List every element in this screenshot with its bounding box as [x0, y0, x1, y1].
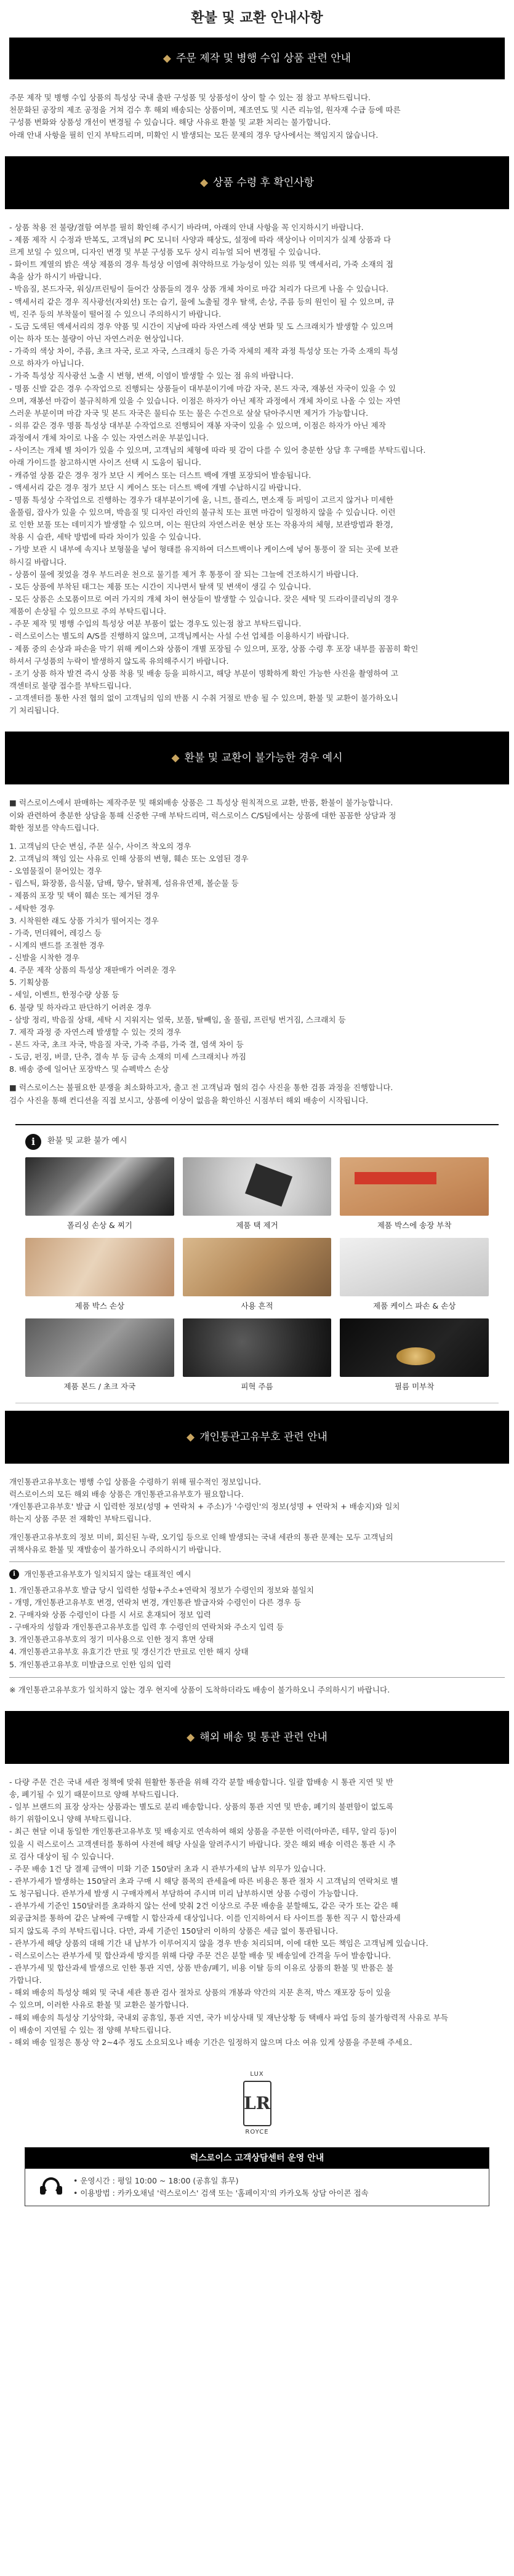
overseas-notice-item: - 럭스로이스는 관부가세 및 합산과세 방지를 위해 다량 주문 건은 분할 배송 및 배송일에 간격을 두어 발송합니다. — [9, 1950, 392, 1960]
no-refund-item: 4. 주문 제작 상품의 특성상 재판매가 어려운 경우 — [9, 965, 177, 975]
section-banner-no-refund: ◆ 환불 및 교환이 불가능한 경우 예시 — [5, 732, 509, 784]
check-notice-item: 빅, 진주 등의 부착물이 떨어질 수 있으니 주의하시기 바랍니다. — [9, 309, 222, 319]
example-photo-film — [340, 1318, 489, 1377]
overseas-notice-item: - 다량 주문 건은 국내 세관 정책에 맞춰 원활한 통관을 위해 각각 분할 배송합니다. 일괄 합배송 시 통관 지연 및 반 — [9, 1777, 393, 1787]
spacer — [9, 1525, 505, 1531]
spacer — [9, 834, 505, 840]
example-card — [340, 1238, 489, 1312]
inspection-note: ■ 럭스로이스는 불필요한 분쟁을 최소화하고자, 출고 전 고객님과 협의 검수 사진을 통한 검품 과정을 진행합니다. — [9, 1083, 393, 1093]
overseas-notice-item: - 관부가세가 발생하는 150달러 초과 구매 시 해당 품목의 관세율에 따른 비용은 통관 절차 시 고객님의 연락처로 별 — [9, 1876, 398, 1886]
customs-mismatch-item: 1. 개인통관고유부호 발급 당시 입력한 성함+주소+연락처 정보가 수령인의 정보와 불일치 — [9, 1585, 314, 1595]
customs-mismatch-title: 개인통관고유부호가 일치되지 않는 대표적인 예시 — [24, 1569, 191, 1579]
overseas-notice-item: 외공급처를 통하여 같은 날짜에 구매할 시 합산과세 대상입니다. 이를 인지하여서 타 사이트를 통한 직구 시 합산과세 — [9, 1913, 401, 1923]
examples-grid — [25, 1157, 489, 1393]
overseas-notice-item: - 주문 배송 1건 당 결제 금액이 미화 기준 150달러 초과 시 관부가세의 납부 의무가 있습니다. — [9, 1864, 326, 1873]
overseas-notice-item: - 일부 브랜드의 표장 상자는 상품과는 별도로 분리 배송합니다. 상품의 통관 지연 및 반송, 폐기의 불편함이 없도록 — [9, 1802, 394, 1812]
customs-line: 개인통관고유부호는 병행 수입 상품을 수령하기 위해 필수적인 정보입니다. — [9, 1477, 262, 1486]
customs-mismatch-list — [9, 1584, 505, 1671]
no-refund-item: 5. 기획상품 — [9, 978, 49, 987]
no-refund-item: - 본드 자국, 초크 자국, 박음질 자국, 가죽 주름, 가죽 결, 염색 차이 등 — [9, 1040, 244, 1050]
customs-line: '개인통관고유부호' 발급 시 입력한 정보(성명 + 연락처 + 주소)가 '수령인'의 정보(성명 + 연락처 + 배송지)와 일치 — [9, 1502, 400, 1512]
section-banner-customs: ◆ 개인통관고유부호 관련 안내 — [5, 1411, 509, 1464]
check-notice-item: - 의류 같은 경우 명품 특성상 대부분 수작업으로 진행되어 재봉 자국이 있을 수 있으며, 이점은 하자가 아닌 제작 — [9, 421, 386, 430]
check-notice-item: 르게 보일 수 있으며, 디자인 변경 및 부분 구성품 모두 상시 리뉴얼 되어 변경될 수 있습니다. — [9, 247, 321, 257]
no-refund-section — [0, 784, 514, 1121]
check-notice-item: 올풀림, 잡사가 있을 수 있으며, 박음질 및 디자인 라인의 불규칙 또는 표면 마감이 일정하지 않을 수 있습니다. 이런 — [9, 507, 396, 517]
diamond-mark-icon: ◆ — [187, 1430, 195, 1443]
customs-line: 럭스로이스의 모든 해외 배송 상품은 개인통관고유부호가 필요합니다. — [9, 1489, 244, 1499]
check-notice-item: - 상품 착용 전 불량/결함 여부를 필히 확인해 주시기 바라며, 아래의 안내 사항을 꼭 인지하시기 바랍니다. — [9, 222, 364, 232]
diamond-mark-icon: ◆ — [163, 52, 171, 65]
order-line: 주문 제작 및 병행 수입 상품의 특성상 국내 출판 구성품 및 상품성이 상이 할 수 있는 점 참고 부탁드립니다. — [9, 93, 371, 103]
check-notice-item: 으며, 재봉선 마감이 불규칙하게 있을 수 있습니다. 이점은 하자가 아닌 제작 과정에서 개체 차이로 나올 수 있는 자연 — [9, 396, 401, 405]
check-notice-item: 하셔서 구성품의 누락이 발생하지 않도록 유의해주시기 바랍니다. — [9, 656, 229, 666]
diamond-mark-icon: ◆ — [171, 752, 180, 765]
example-caption: 제품 박스에 송장 부착 — [377, 1220, 452, 1230]
example-caption: 피혁 주름 — [241, 1381, 273, 1391]
check-notice-item: - 제품 제작 시 수정과 반복도, 고객님의 PC 모니터 사양과 해상도, 설정에 따라 색상이나 이미지가 실제 상품과 다 — [9, 234, 392, 244]
diamond-mark-icon: ◆ — [199, 176, 209, 189]
check-notice-item: - 럭스로이스는 별도의 A/S를 진행하지 않으며, 고객님께서는 사설 수선 업체를 이용하시기 바랍니다. — [9, 631, 349, 641]
check-notice-item: 아래 가이드를 참고하시면 사이즈 선택 시 도움이 됩니다. — [9, 458, 201, 468]
logo-top-text: LUX — [250, 2070, 264, 2078]
no-refund-intro: 이와 관련하여 충분한 상담을 통해 신중한 구매 부탁드리며, 럭스로이스 C/S팀에서는 상품에 대한 꼼꼼한 상담과 정 — [9, 810, 396, 820]
section-banner-overseas: ◆ 해외 배송 및 통관 관련 안내 — [5, 1711, 509, 1764]
customs-mismatch-item: - 개명, 개인통관고유부호 변경, 연락처 변경, 개인통관 발급자와 수령인이 다른 경우 등 — [9, 1597, 302, 1607]
no-refund-item: 6. 불량 및 하자라고 판단하기 어려운 경우 — [9, 1002, 151, 1012]
overseas-notice-item: 있을 시 럭스로이스 고객센터를 통하여 사전에 해당 사실을 알려주시기 바랍니다. 잦은 해외 배송 이력은 통관 시 추 — [9, 1839, 396, 1849]
check-notice-list — [9, 221, 505, 717]
no-refund-item: 2. 고객님의 책임 있는 사유로 인해 상품의 변형, 훼손 또는 오염된 경우 — [9, 853, 249, 863]
overseas-notice-item: 이 배송이 지연될 수 있는 점 양해 부탁드립니다. — [9, 2025, 172, 2035]
example-card — [183, 1157, 332, 1232]
logo-bottom-text: ROYCE — [245, 2128, 269, 2135]
page-title: 환불 및 교환 안내사항 — [191, 10, 323, 26]
customs-line: 귀책사유로 환불 및 재발송이 불가하오니 주의하시기 바랍니다. — [9, 1545, 222, 1555]
check-notice-item: - 제품 중의 손상과 파손을 막기 위해 케이스와 상품이 개별 포장될 수 있으며, 포장, 상품 수령 후 포장 내부를 꼼꼼히 확인 — [9, 644, 419, 653]
order-line: 구성품 변화와 상품성 개선이 변경될 수 있습니다. 해당 사유로 환불 및 교환 처리는 불가합니다. — [9, 118, 331, 127]
overseas-notice-item: 하기 위함이오니 양해 부탁드립니다. — [9, 1814, 132, 1824]
no-refund-item: - 제품의 포장 및 택이 훼손 또는 제거된 경우 — [9, 891, 159, 901]
check-notice-item: 기 처리됩니다. — [9, 706, 59, 716]
check-notice-item: - 사이즈는 개체 별 차이가 있을 수 있으며, 고객님의 체형에 따라 핏 감이 다를 수 있어 충분한 상담 후 구매를 부탁드립니다. — [9, 445, 426, 455]
example-photo-scratch — [25, 1157, 174, 1216]
overseas-notice-list — [9, 1776, 505, 2049]
check-notice-item: - 주문 제작 및 병행 수입의 특성상 여분 부품이 없는 경우도 있는점 참고 부탁드립니다. — [9, 619, 302, 629]
example-caption: 제품 본드 / 초크 자국 — [63, 1381, 136, 1391]
check-notice-item: 스러운 부분이며 마감 자국 및 본드 자국은 물티슈 또는 물은 수건으로 살살 닦아주시면 제거가 가능합니다. — [9, 408, 369, 418]
no-refund-intro: 확한 정보를 약속드립니다. — [9, 823, 99, 832]
overseas-notice-item: - 관부가세 기준인 150달러를 초과하지 않는 선에 맞춰 2건 이상으로 주문 배송을 분할해도, 같은 국가 또는 같은 해 — [9, 1901, 398, 1911]
check-notice-item: - 도금 도색된 액세서리의 경우 약품 및 시간이 지남에 따라 자연스레 색상 변화 및 도 스크래치가 발생할 수 있으며 — [9, 321, 394, 331]
order-line: 천문화된 공장의 제조 공정을 거쳐 검수 후 해외 배송되는 상품이며, 제조연도 및 시즌 리뉴얼, 원자재 수급 등에 따른 — [9, 105, 401, 115]
example-card — [340, 1157, 489, 1232]
check-notice-item: 착용 시 습관, 세탁 방법에 따라 차이가 있을 수 있습니다. — [9, 532, 201, 542]
overseas-notice-item: 송, 폐기될 수 있기 때문이므로 양해 부탁드립니다. — [9, 1790, 179, 1799]
spacer — [9, 1075, 505, 1082]
overseas-notice-item: 수 있으며, 이러한 사유로 환불 및 교환은 불가합니다. — [9, 2000, 189, 2010]
overseas-notice-item: 도 청구됩니다. 관부가세 발생 시 구매자께서 부담하여 주시며 미리 납부하시면 상품 수령이 가능합니다. — [9, 1889, 358, 1899]
check-notice-item: - 캐쥬얼 상품 같은 경우 정가 보단 시 케어스 또는 더스트 백에 개별 포장되어 발송됩니다. — [9, 470, 311, 480]
example-caption: 폴리싱 손상 & 찌기 — [66, 1220, 132, 1230]
brand-logo — [235, 2070, 279, 2137]
check-notice-item: - 화이트 계열의 밝은 색상 제품의 경우 특성상 이염에 취약하므로 가능성이 있는 의류 및 액세서리, 가죽 소재의 접 — [9, 260, 394, 269]
no-refund-item: - 립스틱, 화장품, 음식물, 담배, 향수, 탈취제, 섬유유연제, 볼순물 등 — [9, 879, 239, 888]
customs-mismatch-item: 2. 구매자와 상품 수령인이 다를 시 서로 혼재되어 정보 입력 — [9, 1610, 211, 1620]
info-icon: i — [9, 1569, 19, 1579]
check-notice-item: 제품이 손상될 수 있으므로 주의 부탁드립니다. — [9, 607, 167, 616]
overseas-notice-item: 되지 않도록 주의 부탁드립니다. 다만, 과세 기준인 150달러 이하의 상품은 세금 없이 통관됩니다. — [9, 1926, 339, 1936]
no-refund-list — [9, 840, 505, 1076]
check-notice-item: - 액세서리 같은 경우 직사광선(자외선) 또는 습기, 물에 노출될 경우 탈색, 손상, 주름 등의 원인이 될 수 있으며, 큐 — [9, 297, 395, 306]
order-section — [0, 79, 514, 156]
check-notice-item: - 고객센터를 통한 사전 협의 없이 고객님의 임의 반품 시 수취 거절로 반송 될 수 있으며, 환불 및 교환이 불가하오니 — [9, 693, 399, 703]
check-notice-item: - 조기 상품 하자 발견 즉시 상품 착용 및 배송 등을 피하시고, 해당 부분이 명확하게 확인 가능한 사진을 촬영하여 고 — [9, 668, 399, 678]
diamond-mark-icon: ◆ — [187, 1731, 195, 1744]
check-notice-item: - 박음질, 본드자국, 워싱/프린팅이 들어간 상품들의 경우 상품 개체 차이로 마감 처리가 다르게 나올 수 있습니다. — [9, 284, 389, 294]
check-notice-item: - 모든 상품에 부착된 태그는 제품 또는 시간이 지나면서 탈색 및 변색이 생길 수 있습니다. — [9, 581, 311, 591]
example-card — [25, 1318, 174, 1393]
headset-icon — [39, 2175, 63, 2199]
check-notice-item: - 명품 신발 같은 경우 수작업으로 진행되는 상품들이 대부분이기에 마감 자국, 본드 자국, 재봉선 자국이 있을 수 있 — [9, 383, 396, 393]
section-banner-order: ◆ 주문 제작 및 병행 수입 상품 관련 안내 — [9, 38, 505, 79]
customs-mismatch-panel — [9, 1561, 505, 1678]
no-refund-item: - 세일, 이벤트, 한정수량 상품 등 — [9, 990, 119, 1000]
no-refund-item: - 세탁한 경우 — [9, 903, 55, 913]
check-notice-item: - 가죽의 색상 차이, 주름, 초크 자국, 로고 자국, 스크래치 등은 가죽 자체의 제작 과정 특성상 또는 가죽 소재의 특성 — [9, 346, 398, 356]
check-notice-item: 객센터로 불량 접수를 부탁드립니다. — [9, 680, 132, 690]
no-refund-item: - 가죽, 먼더웨어, 레깅스 등 — [9, 928, 102, 938]
customs-line: 하는지 상품 주문 전 재확인 부탁드립니다. — [9, 1514, 151, 1524]
check-notice-item: - 가방 보관 시 내부에 속지나 보형물을 넣어 형태를 유지하여 더스트백이나 케이스에 넣어 통풍이 잘 되는 곳에 보관 — [9, 544, 399, 554]
check-notice-item: 로 인한 보풀 또는 데미지가 발생할 수 있으며, 이는 원단의 자연스러운 현상 또는 작용자의 체형, 보관방법과 환경, — [9, 520, 393, 530]
examples-panel-title: 환불 및 교환 불가 예시 — [47, 1136, 127, 1146]
example-photo-leather — [183, 1318, 332, 1377]
section-banner-check: ◆ 상품 수령 후 확인사항 — [5, 156, 509, 209]
example-caption: 필름 미부착 — [394, 1381, 435, 1391]
customer-service-box — [25, 2147, 489, 2206]
customer-service-hours: • 운영시간 : 평일 10:00 ~ 18:00 (공휴일 휴무) — [73, 2175, 239, 2185]
example-caption: 사용 흔적 — [241, 1301, 273, 1310]
customs-mismatch-item: 5. 개인통관고유부호 미발급으로 인한 임의 입력 — [9, 1659, 172, 1669]
no-refund-item: - 삼방 정리, 박음질 상태, 세탁 시 지워지는 얼룩, 보풀, 탈빼임, 올 풀림, 프린팅 번거짐, 스크래치 등 — [9, 1015, 346, 1024]
customer-service-title: 럭스로이스 고객상담센터 운영 안내 — [25, 2148, 489, 2169]
check-notice-item: - 모든 상품은 소모품이므로 여러 가지의 개체 차이 현상들이 발생할 수 있습니다. 잦은 세탁 및 드라이클리닝의 경우 — [9, 594, 399, 604]
overseas-notice-item: - 해외 배송 일정은 통상 약 2~4주 정도 소요되오나 배송 기간은 일정하지 않으며 다소 여유 있게 상품을 주문해 주세요. — [9, 2037, 412, 2047]
example-card — [183, 1238, 332, 1312]
customs-footnote: ※ 개인통관고유부호가 일치하지 않는 경우 현지에 상품이 도착하더라도 배송이 불가하오니 주의하시기 바랍니다. — [9, 1685, 390, 1694]
example-caption: 제품 박스 손상 — [74, 1301, 125, 1310]
example-photo-tag — [183, 1157, 332, 1216]
overseas-notice-item: 가합니다. — [9, 1976, 42, 1985]
customs-mismatch-item: - 구매자의 성함과 개인통관고유부호를 입력 후 수령인의 연락처와 주소지 입력 등 — [9, 1622, 284, 1632]
check-notice-item: - 가죽 특성상 직사광선 노출 시 변형, 변색, 이염이 발생할 수 있는 점 유의 바랍니다. — [9, 371, 294, 381]
no-refund-item: 7. 제작 과정 중 자연스레 발생할 수 있는 것의 경우 — [9, 1027, 182, 1037]
brand-logo-area — [0, 2064, 514, 2147]
customs-line: 개인통관고유부호의 정보 미비, 회신된 누락, 오기입 등으로 인해 발생되는 국내 세관의 통관 문제는 모두 고객님의 — [9, 1533, 393, 1542]
no-refund-examples-panel — [15, 1124, 499, 1403]
no-refund-item: 8. 배송 중에 일어난 포장박스 및 슈펙박스 손상 — [9, 1064, 169, 1074]
customs-mismatch-item: 3. 개인통관고유부호의 정기 미사용으로 인한 정지 휴면 상태 — [9, 1635, 214, 1645]
example-photo-box — [340, 1157, 489, 1216]
info-icon: i — [25, 1134, 41, 1150]
no-refund-item: - 신발을 시착한 경우 — [9, 953, 79, 963]
customs-mismatch-item: 4. 개인통관고유부호 유효기간 만료 및 갱신기간 만료로 인한 해지 상태 — [9, 1647, 249, 1657]
check-notice-item: - 명품 특성상 수작업으로 진행하는 경우가 대부분이기에 울, 니트, 플리스, 면소재 등 퍼밍이 고르지 않거나 미세한 — [9, 495, 394, 504]
no-refund-item: - 도금, 펀징, 버클, 단추, 결속 부 등 금속 소재의 미세 스크래치나 까짐 — [9, 1052, 246, 1062]
check-notice-item: 촉을 삼가 하시기 바랍니다. — [9, 272, 102, 282]
example-photo-stitch — [25, 1318, 174, 1377]
overseas-notice-item: 로 검사 대상이 될 수 있습니다. — [9, 1851, 114, 1861]
customs-section — [0, 1464, 514, 1711]
example-caption: 제품 택 제거 — [236, 1220, 278, 1230]
overseas-notice-item: - 관부가세 및 합산과세 발생으로 인한 통관 지연, 상품 반송/폐기, 비용 이탈 등의 이유로 상품의 환불 및 반품은 불 — [9, 1963, 394, 1972]
check-notice-item: - 상품이 물에 젖었을 경우 부드러운 천으로 물기를 제거 후 통풍이 잘 되는 그늘에 건조하시기 바랍니다. — [9, 569, 359, 579]
example-card — [25, 1157, 174, 1232]
overseas-notice-item: - 해외 배송의 특성상 해외 및 국내 세관 통관 검사 절차로 상품의 개봉과 약간의 지문 흔적, 박스 재포장 등이 있을 — [9, 1988, 391, 1998]
customer-service-contact: • 이용방법 : 카카오채널 '럭스로이스' 검색 또는 '홈페이지'의 카카오톡 상담 아이콘 접속 — [73, 2188, 369, 2198]
no-refund-intro: ■ 럭스로이스에서 판매하는 제작주문 및 해외배송 상품은 그 특성상 원칙적으로 교환, 반품, 환불이 불가능합니다. — [9, 798, 393, 808]
example-photo-used — [183, 1238, 332, 1296]
example-card — [340, 1318, 489, 1393]
logo-emblem: LR — [243, 2081, 271, 2126]
overseas-section — [0, 1764, 514, 2064]
check-notice-item: 과정에서 개체 차이로 나올 수 있는 자연스러운 부분입니다. — [9, 433, 209, 443]
example-caption: 제품 케이스 파손 & 손상 — [373, 1301, 456, 1310]
example-card — [183, 1318, 332, 1393]
check-notice-item: 으로 하자가 아닙니다. — [9, 359, 84, 369]
example-card — [25, 1238, 174, 1312]
check-section — [0, 209, 514, 732]
check-notice-item: - 액세서리 같은 경우 정가 보단 시 케어스 또는 더스트 백에 개별 수납하시길 바랍니다. — [9, 482, 302, 492]
no-refund-item: 3. 시착원한 래도 상품 가치가 떨어지는 경우 — [9, 915, 159, 925]
overseas-notice-item: - 관부가세 해당 상품의 대해 기간 내 납부가 이루어지지 않을 경우 반송 처리되며, 이에 대한 모든 책임은 고객님께 있습니다. — [9, 1938, 428, 1948]
overseas-notice-item: - 최근 현달 이내 동일한 개인통관고유부호 및 배송지로 연속하여 해외 상품을 주문한 이력(아마존, 테무, 알리 등)이 — [9, 1827, 397, 1836]
example-photo-caseshoe — [340, 1238, 489, 1296]
example-photo-boxdmg — [25, 1238, 174, 1296]
inspection-note: 검수 사진을 통해 컨디션을 직접 보시고, 상품에 이상이 없음을 확인하신 시점부터 해외 배송이 시작됩니다. — [9, 1095, 369, 1105]
no-refund-item: - 오염물질이 묻어있는 경우 — [9, 866, 102, 876]
check-notice-item: 이는 하자 또는 불량이 아닌 자연스러운 현상입니다. — [9, 334, 184, 344]
order-line: 아래 안내 사항을 필히 인지 부탁드리며, 미확인 시 발생되는 모든 문제의 경우 당사에서는 책임지지 않습니다. — [9, 130, 379, 140]
check-notice-item: 하시길 바랍니다. — [9, 557, 67, 567]
overseas-notice-item: - 해외 배송의 특성상 기상악화, 국내외 공휴일, 통관 지연, 국가 비상사태 및 재난상황 등 택배사 파업 등의 불가항력적 사유로 부득 — [9, 2012, 449, 2022]
no-refund-item: 1. 고객님의 단순 변심, 주문 실수, 사이즈 착오의 경우 — [9, 841, 191, 851]
no-refund-item: - 시계의 밴드를 조절한 경우 — [9, 940, 105, 950]
